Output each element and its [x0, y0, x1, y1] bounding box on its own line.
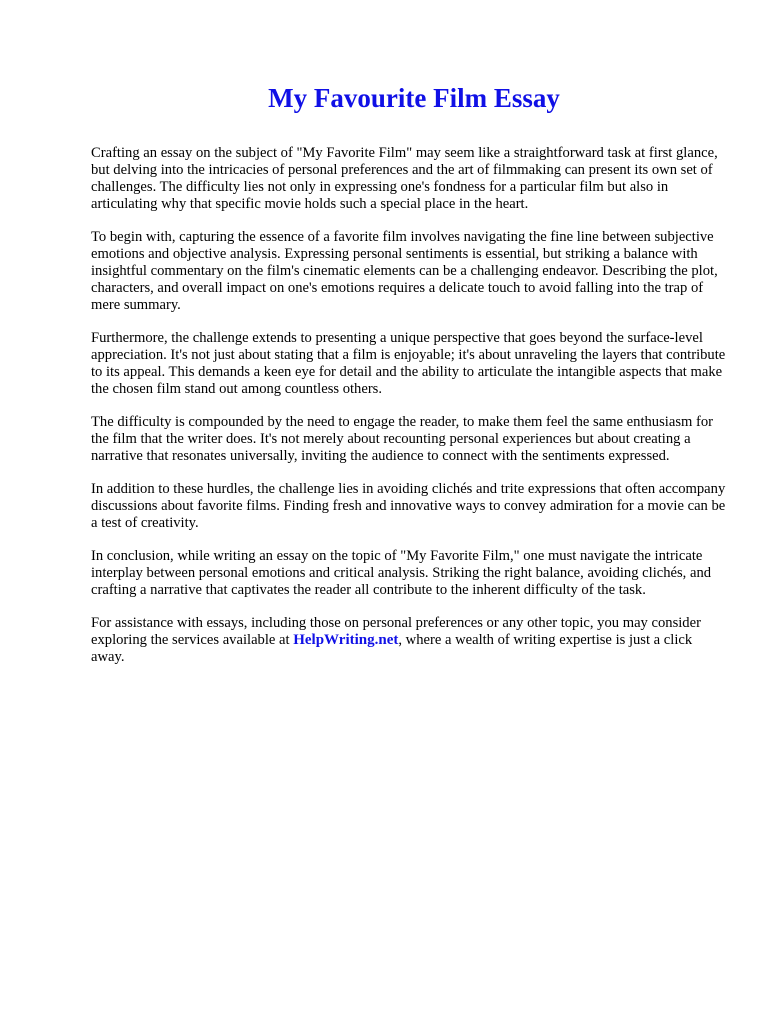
paragraph-5: In addition to these hurdles, the challenge lies in avoiding clichés and trite expressions that often accompany discussions about favorite films. Finding fresh and innovative ways to convey admiration for a movie can be a test of creativity.: [91, 481, 726, 531]
paragraph-6: In conclusion, while writing an essay on the topic of "My Favorite Film," one must navigate the intricate interplay between personal emotions and critical analysis. Striking the right balance, avoiding clichés, and crafting a narrative that captivates the reader all contribute to the inherent difficulty of the task.: [91, 548, 712, 598]
paragraph-2: To begin with, capturing the essence of a favorite film involves navigating the fine line between subjective emotions and objective analysis. Expressing personal sentiments is essential, but striking a balance with insightful commentary on the film's cinematic elements can be a challenging endeavor. Describing the plot, characters, and overall impact on one's emotions requires a delicate touch to avoid falling into the trap of mere summary.: [91, 229, 718, 313]
closing-text-after-link: , where a wealth of writing expertise is just a click away.: [91, 632, 693, 665]
helpwriting-link[interactable]: HelpWriting.net: [293, 632, 399, 648]
paragraph-1: Crafting an essay on the subject of "My Favorite Film" may seem like a straightforward task at first glance, but delving into the intricacies of personal preferences and the art of filmmaking can present its own set of challenges. The difficulty lies not only in expressing one's fondness for a particular film but also in articulating why that specific movie holds such a special place in the heart.: [91, 145, 718, 212]
page-title: My Favourite Film Essay: [268, 83, 560, 113]
paragraph-4: The difficulty is compounded by the need to engage the reader, to make them feel the same enthusiasm for the film that the writer does. It's not merely about recounting personal experiences but about creating a narrative that resonates universally, inviting the audience to connect with the sentiments expressed.: [91, 414, 714, 464]
essay-body: [91, 145, 726, 666]
closing-paragraph: [91, 615, 726, 666]
paragraph-3: Furthermore, the challenge extends to presenting a unique perspective that goes beyond the surface-level appreciation. It's not just about stating that a film is enjoyable; it's about unraveling the layers that contribute to its appeal. This demands a keen eye for detail and the ability to articulate the intangible aspects that make the chosen film stand out among countless others.: [91, 330, 726, 397]
closing-text-before-link: For assistance with essays, including those on personal preferences or any other topic, you may consider exploring the services available at: [91, 615, 701, 648]
